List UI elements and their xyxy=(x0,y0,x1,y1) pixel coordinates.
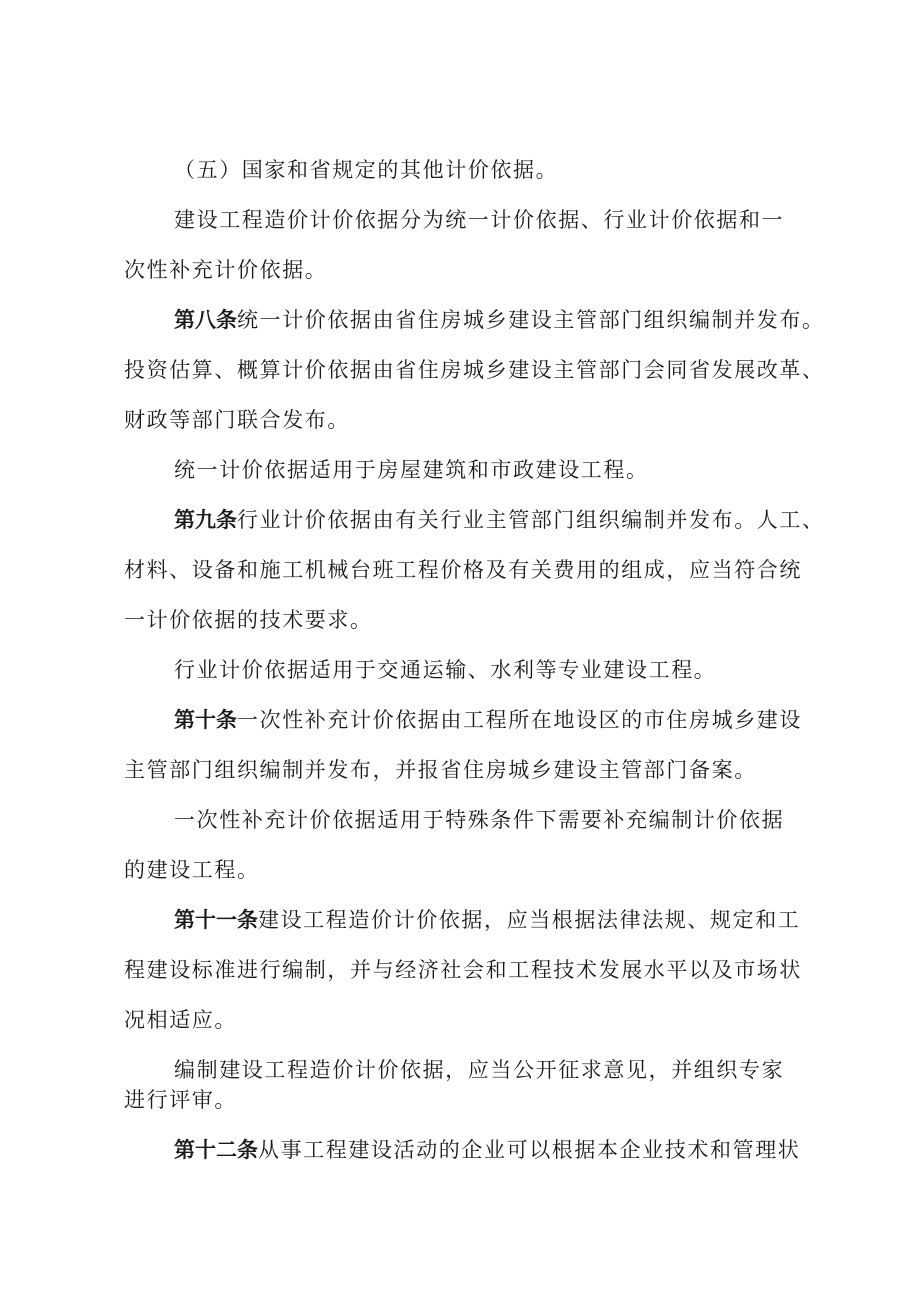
line-text: 一计价依据的技术要求。 xyxy=(124,608,373,632)
text-line xyxy=(174,655,716,685)
line-text: 统一计价依据适用于房屋建筑和市政建设工程。 xyxy=(174,458,649,482)
line-text: 材料、设备和施工机械台班工程价格及有关费用的组成，应当符合统 xyxy=(124,558,802,582)
line-text: 一次性补充计价依据适用于特殊条件下需要补充编制计价依据 xyxy=(174,808,785,832)
text-line xyxy=(174,905,800,935)
line-text: 建设工程造价计价依据分为统一计价依据、行业计价依据和一 xyxy=(174,208,785,232)
text-line xyxy=(174,455,649,485)
line-text: 建设工程造价计价依据，应当根据法律法规、规定和工 xyxy=(258,908,801,932)
text-line xyxy=(174,155,558,185)
line-text: （五）国家和省规定的其他计价依据。 xyxy=(174,158,559,182)
text-line xyxy=(174,1135,800,1165)
text-line xyxy=(124,1005,237,1035)
line-text: 财政等部门联合发布。 xyxy=(124,408,350,432)
text-line xyxy=(174,505,825,535)
line-text: 程建设标准进行编制，并与经济社会和工程技术发展水平以及市场状 xyxy=(124,958,802,982)
text-line xyxy=(124,755,757,785)
line-text: 编制建设工程造价计价依据，应当公开征求意见，并组织专家 xyxy=(174,1058,785,1082)
article-heading: 第十一条 xyxy=(174,908,258,932)
text-line xyxy=(124,955,802,985)
text-line xyxy=(174,805,784,835)
line-text: 行业计价依据适用于交通运输、水利等专业建设工程。 xyxy=(174,658,717,682)
article-heading: 第十二条 xyxy=(174,1138,258,1162)
text-line xyxy=(124,855,260,885)
line-text: 进行评审。 xyxy=(124,1088,237,1112)
line-text: 从事工程建设活动的企业可以根据本企业技术和管理状 xyxy=(258,1138,801,1162)
text-line xyxy=(124,255,327,285)
text-line xyxy=(124,555,802,585)
text-line xyxy=(124,405,350,435)
line-text: 投资估算、概算计价依据由省住房城乡建设主管部门会同省发展改革、 xyxy=(124,358,825,382)
line-text: 行业计价依据由有关行业主管部门组织编制并发布。人工、 xyxy=(237,508,825,532)
text-line xyxy=(124,355,825,385)
article-heading: 第九条 xyxy=(174,508,237,532)
text-line xyxy=(174,305,825,335)
text-line xyxy=(174,705,802,735)
text-line xyxy=(124,1085,237,1115)
line-text: 的建设工程。 xyxy=(124,858,260,882)
line-text: 况相适应。 xyxy=(124,1008,237,1032)
line-text: 统一计价依据由省住房城乡建设主管部门组织编制并发布。 xyxy=(237,308,825,332)
article-heading: 第八条 xyxy=(174,308,237,332)
line-text: 主管部门组织编制并发布，并报省住房城乡建设主管部门备案。 xyxy=(124,758,757,782)
line-text: 一次性补充计价依据由工程所在地设区的市住房城乡建设 xyxy=(237,708,802,732)
text-line xyxy=(124,605,373,635)
article-heading: 第十条 xyxy=(174,708,237,732)
text-line xyxy=(174,205,784,235)
text-line xyxy=(174,1055,784,1085)
line-text: 次性补充计价依据。 xyxy=(124,258,328,282)
